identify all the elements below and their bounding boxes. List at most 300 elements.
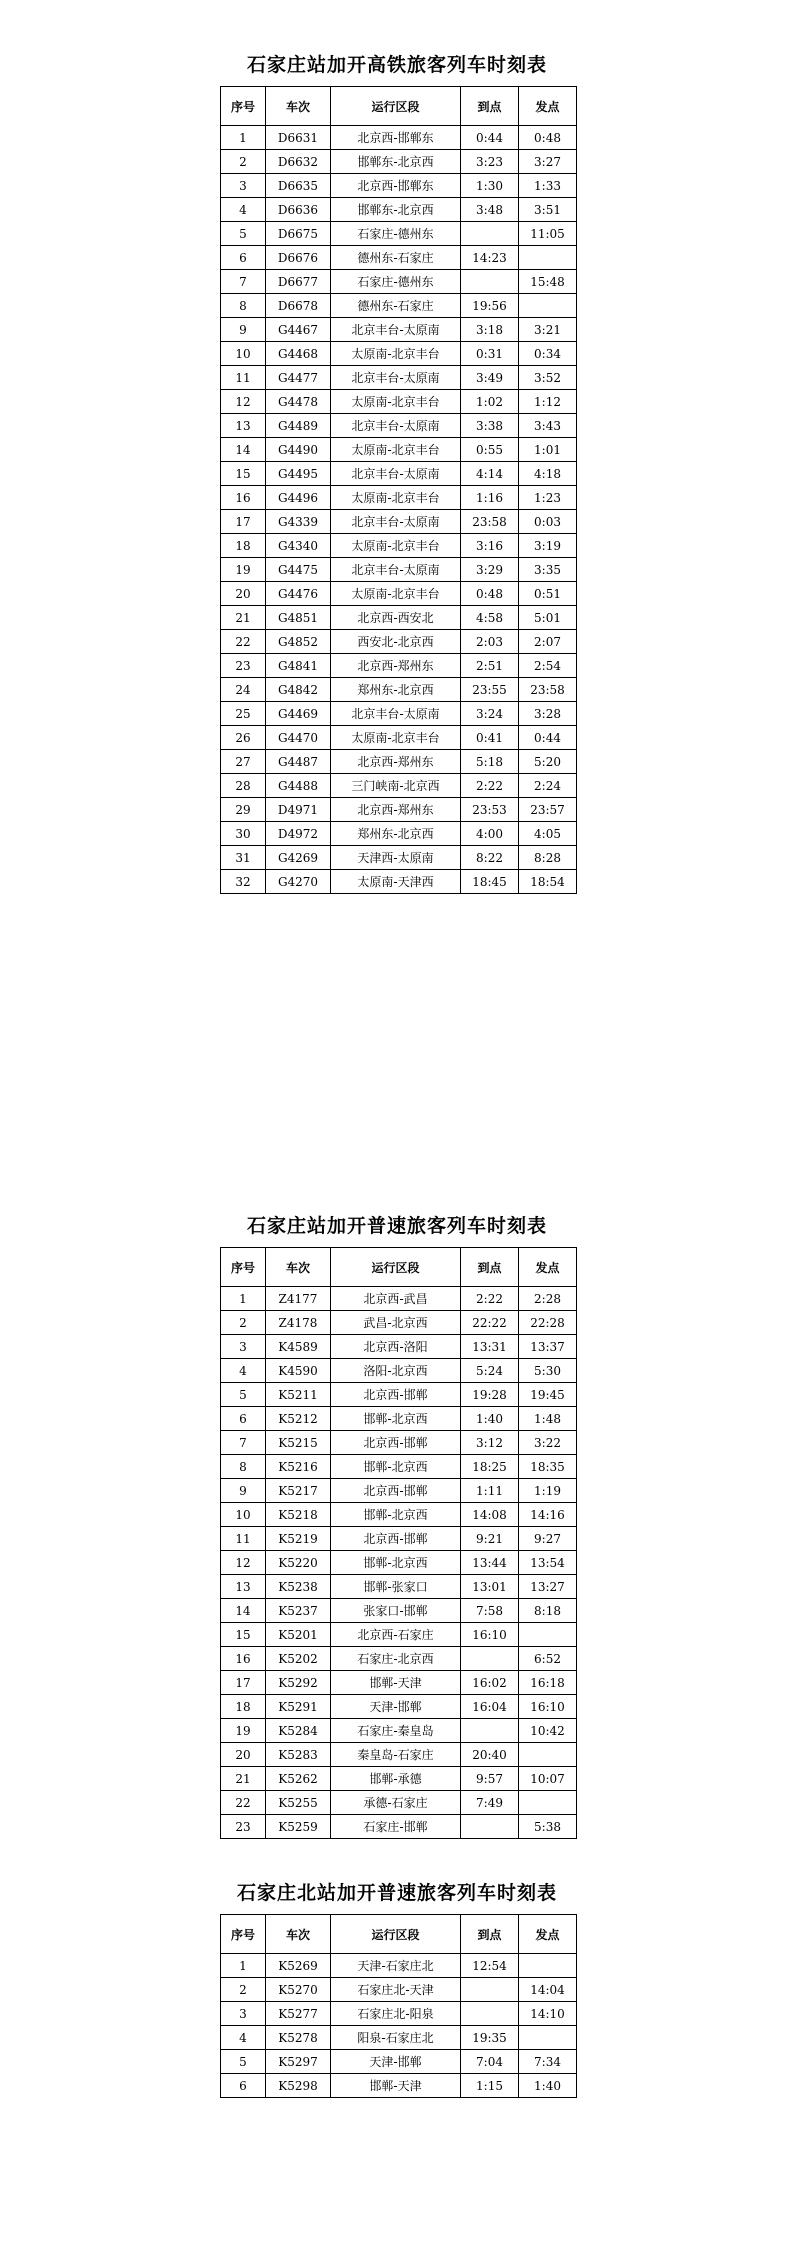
table-row xyxy=(221,510,577,534)
train-number-cell: D4972 xyxy=(266,822,331,846)
column-header: 序号 xyxy=(221,87,266,126)
seq-cell: 27 xyxy=(221,750,266,774)
table-row xyxy=(221,1287,577,1311)
table-row xyxy=(221,2074,577,2098)
arrival-cell: 2:22 xyxy=(461,774,519,798)
timetable xyxy=(220,86,577,894)
train-number-cell: K5215 xyxy=(266,1431,331,1455)
table-row xyxy=(221,1551,577,1575)
seq-cell: 6 xyxy=(221,1407,266,1431)
train-number-cell: K5270 xyxy=(266,1978,331,2002)
arrival-cell: 0:31 xyxy=(461,342,519,366)
route-cell: 德州东-石家庄 xyxy=(331,246,461,270)
header-row xyxy=(221,87,577,126)
timetable-section-2 xyxy=(0,1213,794,1834)
seq-cell: 14 xyxy=(221,438,266,462)
departure-cell xyxy=(519,1623,577,1647)
arrival-cell xyxy=(461,222,519,246)
arrival-cell: 16:10 xyxy=(461,1623,519,1647)
train-number-cell: D6676 xyxy=(266,246,331,270)
seq-cell: 32 xyxy=(221,870,266,894)
train-number-cell: G4339 xyxy=(266,510,331,534)
seq-cell: 3 xyxy=(221,1335,266,1359)
table-row xyxy=(221,246,577,270)
arrival-cell: 13:44 xyxy=(461,1551,519,1575)
table-row xyxy=(221,1503,577,1527)
arrival-cell: 23:55 xyxy=(461,678,519,702)
departure-cell: 11:05 xyxy=(519,222,577,246)
table-row xyxy=(221,798,577,822)
arrival-cell: 3:49 xyxy=(461,366,519,390)
table-row xyxy=(221,1455,577,1479)
arrival-cell: 14:23 xyxy=(461,246,519,270)
seq-cell: 1 xyxy=(221,126,266,150)
route-cell: 洛阳-北京西 xyxy=(331,1359,461,1383)
train-number-cell: K5212 xyxy=(266,1407,331,1431)
train-number-cell: G4270 xyxy=(266,870,331,894)
seq-cell: 8 xyxy=(221,1455,266,1479)
table-row xyxy=(221,1407,577,1431)
arrival-cell: 9:21 xyxy=(461,1527,519,1551)
table-row xyxy=(221,1383,577,1407)
arrival-cell: 3:38 xyxy=(461,414,519,438)
seq-cell: 18 xyxy=(221,534,266,558)
arrival-cell xyxy=(461,1647,519,1671)
departure-cell: 9:27 xyxy=(519,1527,577,1551)
departure-cell: 1:33 xyxy=(519,174,577,198)
arrival-cell: 1:40 xyxy=(461,1407,519,1431)
table-row xyxy=(221,1978,577,2002)
train-number-cell: G4478 xyxy=(266,390,331,414)
seq-cell: 29 xyxy=(221,798,266,822)
route-cell: 郑州东-北京西 xyxy=(331,678,461,702)
seq-cell: 2 xyxy=(221,150,266,174)
route-cell: 北京西-郑州东 xyxy=(331,798,461,822)
arrival-cell: 4:14 xyxy=(461,462,519,486)
seq-cell: 12 xyxy=(221,1551,266,1575)
seq-cell: 7 xyxy=(221,270,266,294)
table-row xyxy=(221,390,577,414)
arrival-cell: 1:30 xyxy=(461,174,519,198)
arrival-cell: 13:01 xyxy=(461,1575,519,1599)
seq-cell: 5 xyxy=(221,222,266,246)
seq-cell: 15 xyxy=(221,1623,266,1647)
arrival-cell: 8:22 xyxy=(461,846,519,870)
route-cell: 邯郸东-北京西 xyxy=(331,198,461,222)
seq-cell: 21 xyxy=(221,606,266,630)
train-number-cell: K5216 xyxy=(266,1455,331,1479)
departure-cell: 16:18 xyxy=(519,1671,577,1695)
table-row xyxy=(221,1671,577,1695)
train-number-cell: G4489 xyxy=(266,414,331,438)
departure-cell: 14:16 xyxy=(519,1503,577,1527)
seq-cell: 11 xyxy=(221,1527,266,1551)
train-number-cell: K5219 xyxy=(266,1527,331,1551)
route-cell: 石家庄-德州东 xyxy=(331,270,461,294)
departure-cell: 3:52 xyxy=(519,366,577,390)
table-row xyxy=(221,1954,577,1978)
route-cell: 北京西-石家庄 xyxy=(331,1623,461,1647)
route-cell: 北京丰台-太原南 xyxy=(331,510,461,534)
departure-cell: 18:54 xyxy=(519,870,577,894)
table-row xyxy=(221,774,577,798)
seq-cell: 6 xyxy=(221,2074,266,2098)
table-row xyxy=(221,654,577,678)
train-number-cell: D6675 xyxy=(266,222,331,246)
arrival-cell: 22:22 xyxy=(461,1311,519,1335)
train-number-cell: K5283 xyxy=(266,1743,331,1767)
column-header: 车次 xyxy=(266,87,331,126)
train-number-cell: K5292 xyxy=(266,1671,331,1695)
table-row xyxy=(221,222,577,246)
arrival-cell xyxy=(461,1815,519,1839)
route-cell: 西安北-北京西 xyxy=(331,630,461,654)
seq-cell: 2 xyxy=(221,1978,266,2002)
route-cell: 北京丰台-太原南 xyxy=(331,558,461,582)
arrival-cell: 1:02 xyxy=(461,390,519,414)
departure-cell: 1:12 xyxy=(519,390,577,414)
departure-cell: 10:07 xyxy=(519,1767,577,1791)
arrival-cell: 19:35 xyxy=(461,2026,519,2050)
table-row xyxy=(221,1335,577,1359)
route-cell: 邯郸-北京西 xyxy=(331,1503,461,1527)
table-row xyxy=(221,558,577,582)
route-cell: 石家庄北-阳泉 xyxy=(331,2002,461,2026)
table-row xyxy=(221,150,577,174)
departure-cell: 3:43 xyxy=(519,414,577,438)
train-number-cell: K5298 xyxy=(266,2074,331,2098)
column-header: 运行区段 xyxy=(331,1915,461,1954)
route-cell: 太原南-北京丰台 xyxy=(331,534,461,558)
table-row xyxy=(221,462,577,486)
route-cell: 北京丰台-太原南 xyxy=(331,462,461,486)
departure-cell: 1:01 xyxy=(519,438,577,462)
table-row xyxy=(221,750,577,774)
train-number-cell: K5277 xyxy=(266,2002,331,2026)
route-cell: 邯郸-北京西 xyxy=(331,1455,461,1479)
train-number-cell: G4269 xyxy=(266,846,331,870)
table-row xyxy=(221,2002,577,2026)
departure-cell xyxy=(519,294,577,318)
route-cell: 太原南-北京丰台 xyxy=(331,726,461,750)
seq-cell: 13 xyxy=(221,1575,266,1599)
table-row xyxy=(221,822,577,846)
train-number-cell: D6636 xyxy=(266,198,331,222)
arrival-cell: 1:16 xyxy=(461,486,519,510)
table-row xyxy=(221,318,577,342)
route-cell: 石家庄-北京西 xyxy=(331,1647,461,1671)
seq-cell: 23 xyxy=(221,1815,266,1839)
seq-cell: 8 xyxy=(221,294,266,318)
departure-cell: 3:27 xyxy=(519,150,577,174)
table-row xyxy=(221,582,577,606)
train-number-cell: K5297 xyxy=(266,2050,331,2074)
seq-cell: 7 xyxy=(221,1431,266,1455)
arrival-cell: 3:23 xyxy=(461,150,519,174)
departure-cell: 2:28 xyxy=(519,1287,577,1311)
train-number-cell: K5269 xyxy=(266,1954,331,1978)
route-cell: 三门峡南-北京西 xyxy=(331,774,461,798)
seq-cell: 16 xyxy=(221,1647,266,1671)
column-header: 车次 xyxy=(266,1915,331,1954)
train-number-cell: K5255 xyxy=(266,1791,331,1815)
timetable-section-3 xyxy=(0,1880,794,2093)
table-row xyxy=(221,294,577,318)
seq-cell: 22 xyxy=(221,1791,266,1815)
arrival-cell: 0:44 xyxy=(461,126,519,150)
seq-cell: 1 xyxy=(221,1287,266,1311)
departure-cell: 5:20 xyxy=(519,750,577,774)
arrival-cell: 9:57 xyxy=(461,1767,519,1791)
seq-cell: 5 xyxy=(221,2050,266,2074)
departure-cell xyxy=(519,1954,577,1978)
header-row xyxy=(221,1915,577,1954)
departure-cell: 19:45 xyxy=(519,1383,577,1407)
seq-cell: 3 xyxy=(221,174,266,198)
seq-cell: 19 xyxy=(221,1719,266,1743)
seq-cell: 9 xyxy=(221,318,266,342)
departure-cell: 10:42 xyxy=(519,1719,577,1743)
route-cell: 太原南-北京丰台 xyxy=(331,438,461,462)
train-number-cell: K5259 xyxy=(266,1815,331,1839)
train-number-cell: G4488 xyxy=(266,774,331,798)
departure-cell: 0:34 xyxy=(519,342,577,366)
departure-cell: 13:54 xyxy=(519,1551,577,1575)
route-cell: 石家庄-邯郸 xyxy=(331,1815,461,1839)
train-number-cell: G4495 xyxy=(266,462,331,486)
departure-cell: 18:35 xyxy=(519,1455,577,1479)
departure-cell: 1:19 xyxy=(519,1479,577,1503)
column-header: 发点 xyxy=(519,87,577,126)
column-header: 序号 xyxy=(221,1248,266,1287)
table-row xyxy=(221,198,577,222)
train-number-cell: G4490 xyxy=(266,438,331,462)
arrival-cell: 1:15 xyxy=(461,2074,519,2098)
table-row xyxy=(221,870,577,894)
route-cell: 邯郸-张家口 xyxy=(331,1575,461,1599)
arrival-cell: 16:02 xyxy=(461,1671,519,1695)
route-cell: 邯郸-北京西 xyxy=(331,1407,461,1431)
route-cell: 石家庄-德州东 xyxy=(331,222,461,246)
seq-cell: 26 xyxy=(221,726,266,750)
route-cell: 秦皇岛-石家庄 xyxy=(331,1743,461,1767)
arrival-cell: 0:41 xyxy=(461,726,519,750)
seq-cell: 31 xyxy=(221,846,266,870)
train-number-cell: G4852 xyxy=(266,630,331,654)
route-cell: 北京丰台-太原南 xyxy=(331,702,461,726)
seq-cell: 25 xyxy=(221,702,266,726)
table-row xyxy=(221,1767,577,1791)
column-header: 到点 xyxy=(461,87,519,126)
route-cell: 阳泉-石家庄北 xyxy=(331,2026,461,2050)
route-cell: 张家口-邯郸 xyxy=(331,1599,461,1623)
departure-cell: 0:03 xyxy=(519,510,577,534)
departure-cell: 3:51 xyxy=(519,198,577,222)
departure-cell: 13:27 xyxy=(519,1575,577,1599)
train-number-cell: D6678 xyxy=(266,294,331,318)
route-cell: 天津-邯郸 xyxy=(331,1695,461,1719)
arrival-cell: 3:48 xyxy=(461,198,519,222)
departure-cell: 1:48 xyxy=(519,1407,577,1431)
arrival-cell: 13:31 xyxy=(461,1335,519,1359)
seq-cell: 1 xyxy=(221,1954,266,1978)
route-cell: 北京西-郑州东 xyxy=(331,750,461,774)
timetable xyxy=(220,1247,577,1839)
train-number-cell: Z4177 xyxy=(266,1287,331,1311)
arrival-cell xyxy=(461,270,519,294)
route-cell: 天津-石家庄北 xyxy=(331,1954,461,1978)
train-number-cell: K4589 xyxy=(266,1335,331,1359)
seq-cell: 3 xyxy=(221,2002,266,2026)
arrival-cell: 4:00 xyxy=(461,822,519,846)
seq-cell: 4 xyxy=(221,1359,266,1383)
departure-cell: 5:30 xyxy=(519,1359,577,1383)
table-row xyxy=(221,174,577,198)
train-number-cell: K5278 xyxy=(266,2026,331,2050)
route-cell: 北京西-郑州东 xyxy=(331,654,461,678)
departure-cell xyxy=(519,246,577,270)
departure-cell: 16:10 xyxy=(519,1695,577,1719)
departure-cell: 3:22 xyxy=(519,1431,577,1455)
arrival-cell: 0:48 xyxy=(461,582,519,606)
route-cell: 北京丰台-太原南 xyxy=(331,318,461,342)
arrival-cell: 5:18 xyxy=(461,750,519,774)
arrival-cell: 2:51 xyxy=(461,654,519,678)
train-number-cell: G4496 xyxy=(266,486,331,510)
table-title: 石家庄站加开普速旅客列车时刻表 xyxy=(246,1215,547,1237)
departure-cell: 2:24 xyxy=(519,774,577,798)
route-cell: 太原南-北京丰台 xyxy=(331,342,461,366)
seq-cell: 10 xyxy=(221,1503,266,1527)
arrival-cell: 0:55 xyxy=(461,438,519,462)
seq-cell: 13 xyxy=(221,414,266,438)
departure-cell: 3:21 xyxy=(519,318,577,342)
table-row xyxy=(221,270,577,294)
departure-cell: 5:01 xyxy=(519,606,577,630)
column-header: 发点 xyxy=(519,1915,577,1954)
seq-cell: 20 xyxy=(221,1743,266,1767)
seq-cell: 17 xyxy=(221,1671,266,1695)
column-header: 序号 xyxy=(221,1915,266,1954)
table-row xyxy=(221,1815,577,1839)
train-number-cell: D4971 xyxy=(266,798,331,822)
train-number-cell: K5217 xyxy=(266,1479,331,1503)
route-cell: 石家庄-秦皇岛 xyxy=(331,1719,461,1743)
train-number-cell: G4851 xyxy=(266,606,331,630)
arrival-cell: 14:08 xyxy=(461,1503,519,1527)
arrival-cell: 4:58 xyxy=(461,606,519,630)
train-number-cell: K5262 xyxy=(266,1767,331,1791)
table-title: 石家庄站加开高铁旅客列车时刻表 xyxy=(246,54,547,76)
arrival-cell: 19:28 xyxy=(461,1383,519,1407)
route-cell: 北京西-洛阳 xyxy=(331,1335,461,1359)
train-number-cell: K5238 xyxy=(266,1575,331,1599)
departure-cell: 23:57 xyxy=(519,798,577,822)
table-row xyxy=(221,1359,577,1383)
train-number-cell: K5220 xyxy=(266,1551,331,1575)
column-header: 运行区段 xyxy=(331,87,461,126)
departure-cell: 0:51 xyxy=(519,582,577,606)
departure-cell: 4:18 xyxy=(519,462,577,486)
train-number-cell: G4475 xyxy=(266,558,331,582)
departure-cell: 2:07 xyxy=(519,630,577,654)
seq-cell: 14 xyxy=(221,1599,266,1623)
train-number-cell: G4476 xyxy=(266,582,331,606)
train-number-cell: G4487 xyxy=(266,750,331,774)
route-cell: 北京西-邯郸 xyxy=(331,1383,461,1407)
train-number-cell: G4841 xyxy=(266,654,331,678)
seq-cell: 22 xyxy=(221,630,266,654)
train-number-cell: G4469 xyxy=(266,702,331,726)
departure-cell: 14:04 xyxy=(519,1978,577,2002)
arrival-cell: 7:04 xyxy=(461,2050,519,2074)
table-row xyxy=(221,1623,577,1647)
arrival-cell xyxy=(461,1978,519,2002)
seq-cell: 24 xyxy=(221,678,266,702)
departure-cell: 13:37 xyxy=(519,1335,577,1359)
table-row xyxy=(221,366,577,390)
arrival-cell: 7:49 xyxy=(461,1791,519,1815)
route-cell: 太原南-天津西 xyxy=(331,870,461,894)
arrival-cell xyxy=(461,1719,519,1743)
seq-cell: 9 xyxy=(221,1479,266,1503)
column-header: 运行区段 xyxy=(331,1248,461,1287)
route-cell: 北京西-邯郸 xyxy=(331,1527,461,1551)
departure-cell: 8:28 xyxy=(519,846,577,870)
route-cell: 邯郸-北京西 xyxy=(331,1551,461,1575)
departure-cell: 3:35 xyxy=(519,558,577,582)
departure-cell xyxy=(519,1743,577,1767)
seq-cell: 15 xyxy=(221,462,266,486)
table-row xyxy=(221,1695,577,1719)
arrival-cell: 16:04 xyxy=(461,1695,519,1719)
column-header: 到点 xyxy=(461,1915,519,1954)
table-row xyxy=(221,1743,577,1767)
route-cell: 邯郸-承德 xyxy=(331,1767,461,1791)
departure-cell: 3:19 xyxy=(519,534,577,558)
train-number-cell: K5284 xyxy=(266,1719,331,1743)
seq-cell: 12 xyxy=(221,390,266,414)
table-row xyxy=(221,2026,577,2050)
arrival-cell: 3:16 xyxy=(461,534,519,558)
seq-cell: 21 xyxy=(221,1767,266,1791)
route-cell: 石家庄北-天津 xyxy=(331,1978,461,2002)
seq-cell: 4 xyxy=(221,198,266,222)
arrival-cell: 18:25 xyxy=(461,1455,519,1479)
seq-cell: 23 xyxy=(221,654,266,678)
train-number-cell: G4468 xyxy=(266,342,331,366)
route-cell: 北京西-邯郸东 xyxy=(331,126,461,150)
seq-cell: 10 xyxy=(221,342,266,366)
table-row xyxy=(221,846,577,870)
table-row xyxy=(221,1599,577,1623)
table-row xyxy=(221,414,577,438)
arrival-cell: 18:45 xyxy=(461,870,519,894)
table-row xyxy=(221,126,577,150)
arrival-cell: 2:03 xyxy=(461,630,519,654)
route-cell: 北京丰台-太原南 xyxy=(331,366,461,390)
arrival-cell: 5:24 xyxy=(461,1359,519,1383)
arrival-cell: 12:54 xyxy=(461,1954,519,1978)
arrival-cell: 3:29 xyxy=(461,558,519,582)
train-number-cell: K5211 xyxy=(266,1383,331,1407)
seq-cell: 20 xyxy=(221,582,266,606)
departure-cell xyxy=(519,1791,577,1815)
seq-cell: 28 xyxy=(221,774,266,798)
route-cell: 武昌-北京西 xyxy=(331,1311,461,1335)
table-row xyxy=(221,486,577,510)
table-row xyxy=(221,630,577,654)
